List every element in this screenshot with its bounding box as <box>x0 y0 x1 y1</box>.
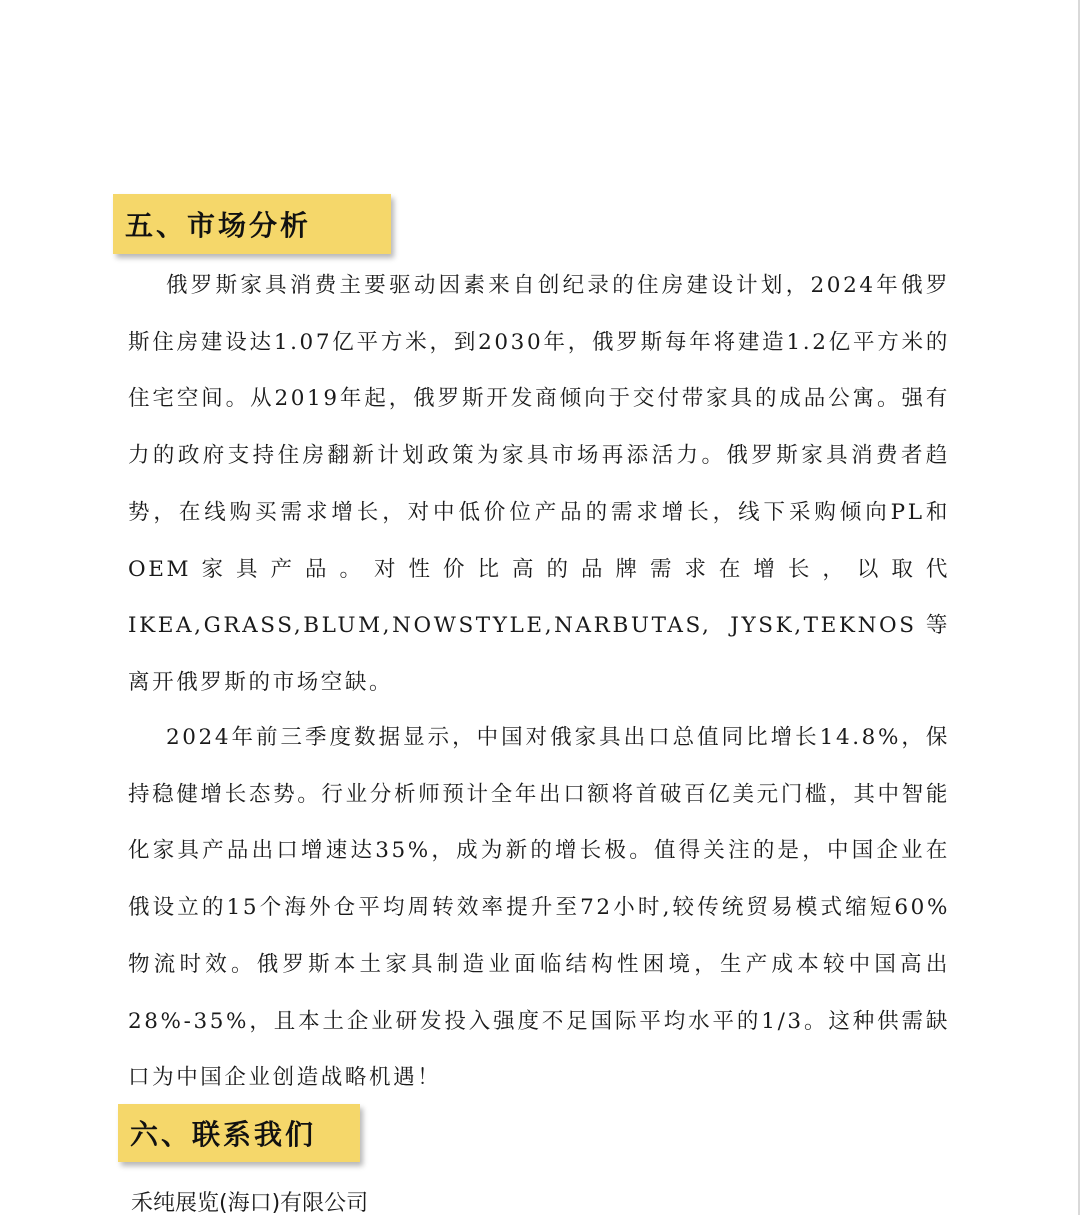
section-header-contact-us <box>118 1104 360 1162</box>
section-header-market-analysis <box>113 194 391 254</box>
paragraph-market-drivers: 俄罗斯家具消费主要驱动因素来自创纪录的住房建设计划，2024年俄罗斯住房建设达1.07亿平方米，到2030年，俄罗斯每年将建造1.2亿平方米的住宅空间。从2019年起，俄罗斯开发商倾向于交付带家具的成品公寓。强有力的政府支持住房翻新计划政策为家具市场再添活力。俄罗斯家具消费者趋势，在线购买需求增长，对中低价位产品的需求增长，线下采购倾向PL和OEM家具产品。对性价比高的品牌需求在增长，以取代IKEA,GRASS,BLUM,NOWSTYLE,NARBUTAS, JYSK,TEKNOS等离开俄罗斯的市场空缺。 <box>128 273 950 695</box>
section-title: 五、市场分析 <box>125 209 312 242</box>
company-name: 禾纯展览(海口)有限公司 <box>131 1191 369 1216</box>
paragraph-export-data: 2024年前三季度数据显示，中国对俄家具出口总值同比增长14.8%，保持稳健增长态势。行业分析师预计全年出口额将首破百亿美元门槛，其中智能化家具产品出口增速达35%，成为新的增长极。值得关注的是，中国企业在俄设立的15个海外仓平均周转效率提升至72小时,较传统贸易模式缩短60%物流时效。俄罗斯本土家具制造业面临结构性困境，生产成本较中国高出28%-35%，且本土企业研发投入强度不足国际平均水平的1/3。这种供需缺口为中国企业创造战略机遇！ <box>128 725 950 1091</box>
section-title: 六、联系我们 <box>130 1118 317 1151</box>
